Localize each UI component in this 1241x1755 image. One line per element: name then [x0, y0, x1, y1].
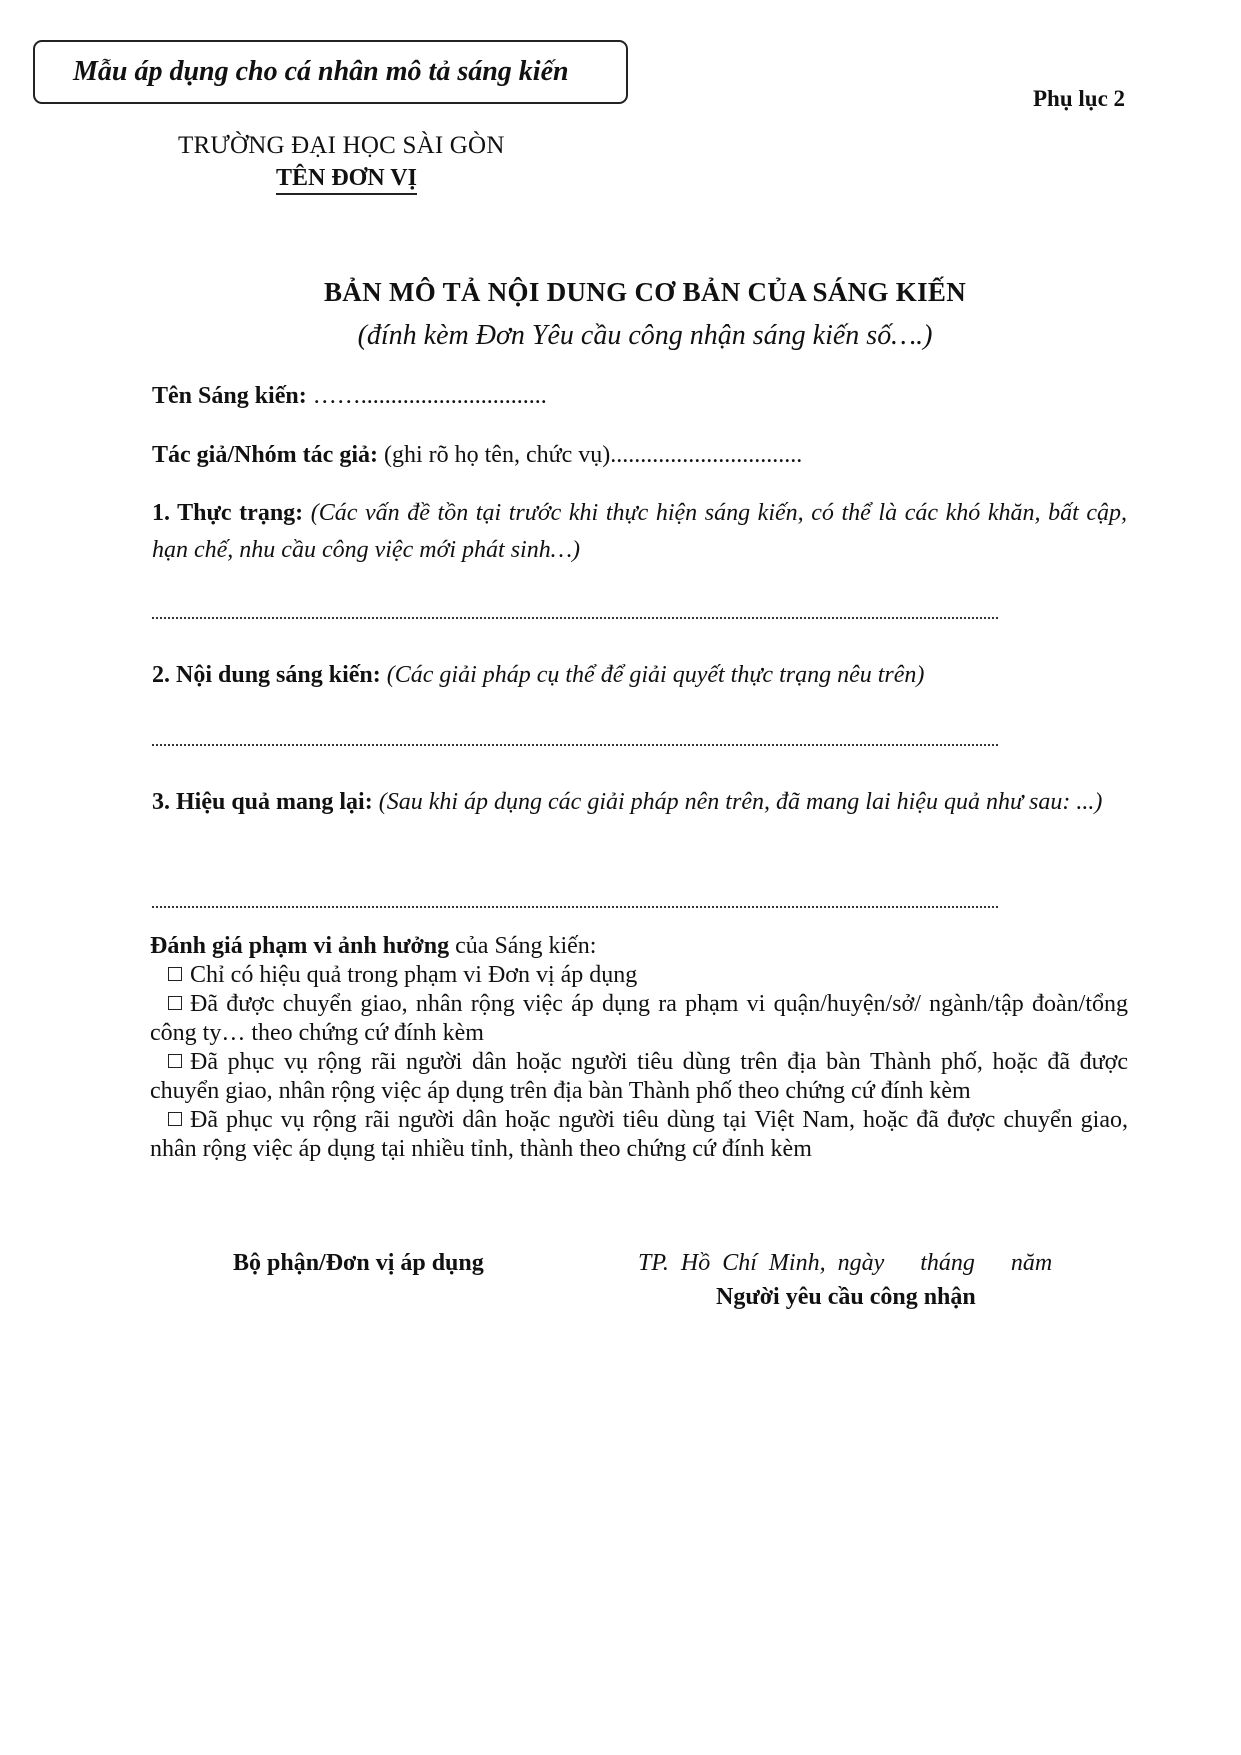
- document-subtitle: (đính kèm Đơn Yêu cầu công nhận sáng kiến số….): [357, 320, 933, 351]
- section-content: [152, 657, 1127, 694]
- author-field: [152, 442, 802, 469]
- date-prefix: TP. Hồ Chí Minh, ngày: [638, 1250, 885, 1276]
- checkbox-icon[interactable]: [168, 996, 182, 1010]
- impact-option-2[interactable]: Đã được chuyển giao, nhân rộng việc áp dụng ra phạm vi quận/huyện/sở/ ngành/tập đoàn/tổng công ty… theo chứng cứ đính kèm: [150, 991, 1128, 1046]
- appendix-label: Phụ lục 2: [1033, 86, 1126, 111]
- initiative-name-value: ……...............................: [312, 383, 547, 409]
- section-1-answer-line: [152, 617, 998, 619]
- requester-signature-label: Người yêu cầu công nhận: [716, 1284, 976, 1310]
- unit-name: TÊN ĐƠN VỊ: [276, 165, 417, 195]
- section-2-label: 2. Nội dung sáng kiến:: [152, 662, 381, 688]
- section-1-note: (Các vấn đề tồn tại trước khi thực hiện sáng kiến, có thể là các khó khăn, bất cập, hạn chế, nhu cầu công việc mới phát sinh…): [152, 500, 1128, 563]
- date-month: tháng: [920, 1250, 975, 1276]
- applying-unit-signature-label: Bộ phận/Đơn vị áp dụng: [233, 1250, 484, 1276]
- form-scope-text: Mẫu áp dụng cho cá nhân mô tả sáng kiến: [73, 56, 569, 87]
- author-note: (ghi rõ họ tên, chức vụ)................................: [383, 442, 803, 468]
- checkbox-icon[interactable]: [168, 967, 182, 981]
- section-effectiveness: [152, 784, 1127, 821]
- form-scope-box: [33, 40, 628, 104]
- impact-option-1[interactable]: Chỉ có hiệu quả trong phạm vi Đơn vị áp dụng: [150, 961, 1128, 990]
- initiative-name-label: Tên Sáng kiến:: [152, 383, 307, 409]
- school-name: TRƯỜNG ĐẠI HỌC SÀI GÒN: [178, 132, 505, 159]
- section-current-situation: [152, 495, 1127, 569]
- checkbox-icon[interactable]: [168, 1112, 182, 1126]
- section-3-answer-line: [152, 906, 998, 908]
- impact-option-4[interactable]: Đã phục vụ rộng rãi người dân hoặc người tiêu dùng tại Việt Nam, hoặc đã được chuyển giao, nhân rộng việc áp dụng tại nhiều tỉnh, thành theo chứng cứ đính kèm: [150, 1107, 1128, 1162]
- section-1-label: 1. Thực trạng:: [152, 500, 304, 526]
- section-3-label: 3. Hiệu quả mang lại:: [152, 789, 373, 815]
- section-2-answer-line: [152, 744, 998, 746]
- date-year: năm: [1010, 1250, 1053, 1276]
- date-line: [638, 1250, 1052, 1277]
- document-title: BẢN MÔ TẢ NỘI DUNG CƠ BẢN CỦA SÁNG KIẾN: [323, 277, 966, 307]
- impact-scope-heading: Đánh giá phạm vi ảnh hưởng của Sáng kiến:: [150, 933, 597, 959]
- section-3-note: (Sau khi áp dụng các giải pháp nên trên, đã mang lai hiệu quả như sau: ...): [378, 789, 1103, 815]
- checkbox-icon[interactable]: [168, 1054, 182, 1068]
- section-2-note: (Các giải pháp cụ thể để giải quyết thực trạng nêu trên): [386, 662, 925, 688]
- impact-option-3[interactable]: Đã phục vụ rộng rãi người dân hoặc người tiêu dùng trên địa bàn Thành phố, hoặc đã được chuyển giao, nhân rộng việc áp dụng trên địa bàn Thành phố theo chứng cứ đính kèm: [150, 1049, 1128, 1104]
- author-label: Tác giả/Nhóm tác giả:: [152, 442, 378, 468]
- initiative-name-field: [152, 383, 547, 410]
- impact-scope-block: [150, 932, 1128, 1164]
